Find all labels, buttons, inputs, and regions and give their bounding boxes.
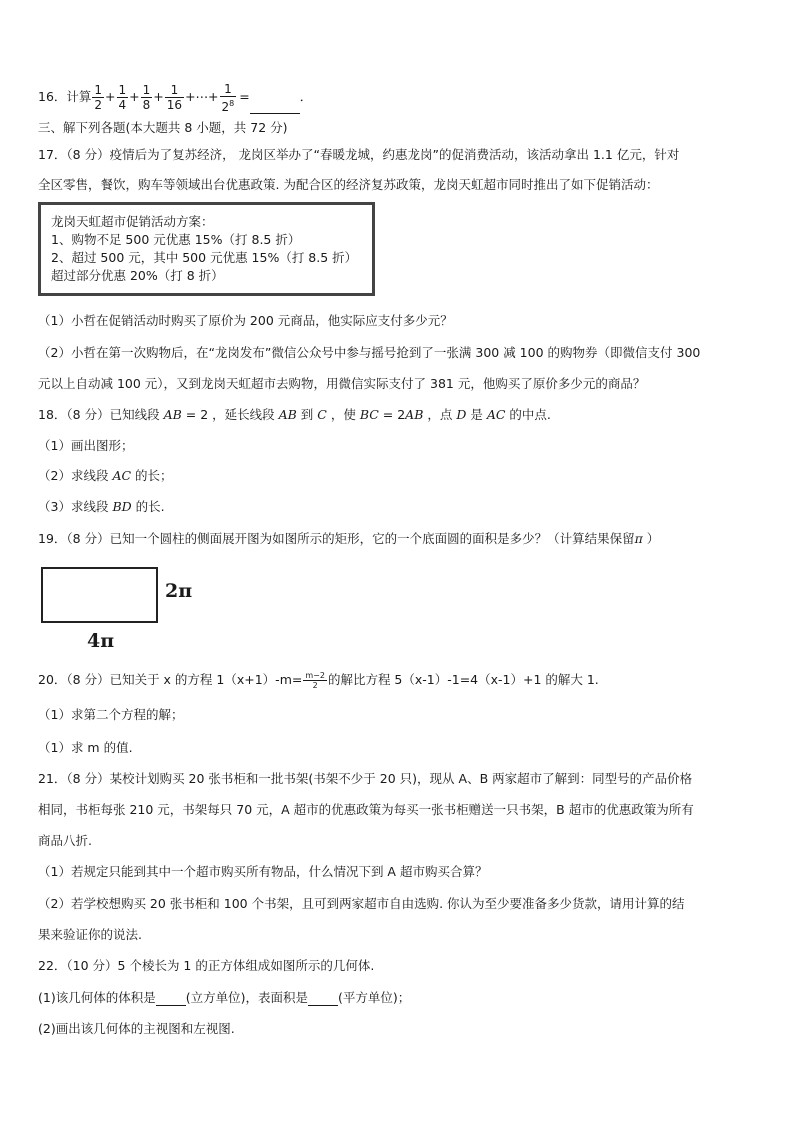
q16-ellipsis: +⋯+ <box>185 89 219 104</box>
promotion-rule-1: 1、购物不足 500 元优惠 15%（打 8.5 折） <box>51 232 301 247</box>
q16-fraction-3: $\frac{1}{8}$ <box>142 83 151 112</box>
q17-sub-2-line-2: 元以上自动减 100 元），又到龙岗天虹超市去购物，用微信实际支付了 381 元，他购买了原价多少元的商品？ <box>38 376 646 391</box>
q21-line-1: 21．（8 分）某校计划购买 20 张书柜和一批书架(书架不少于 20 只)，现从 A、B 两家超市了解到：同型号的产品价格 <box>38 771 693 786</box>
q16-fraction-4: $\frac{1}{16}$ <box>166 83 183 112</box>
q20-sub-2: （1）求 m 的值. <box>38 740 133 755</box>
q17-line-1: 17．（8 分）疫情后为了复苏经济， 龙岗区举办了“春暖龙城，约惠龙岗”的促消费活动，该活动拿出 1.1 亿元，针对 <box>38 147 680 162</box>
section-3-heading: 三、解下列各题(本大题共 8 小题，共 72 分) <box>38 120 288 135</box>
promotion-rule-2-cont: 超过部分优惠 20%（打 8 折） <box>51 268 224 283</box>
q22-line-1: 22．（10 分）5 个棱长为 1 的正方体组成如图所示的几何体. <box>38 958 375 973</box>
surface-area-answer-blank[interactable] <box>308 1005 338 1006</box>
q16-fraction-1: $\frac{1}{2}$ <box>94 83 103 112</box>
q16-fraction-2: $\frac{1}{4}$ <box>118 83 127 112</box>
promotion-box <box>38 202 375 296</box>
rectangle-height-label: 2π <box>165 580 193 602</box>
q21-line-3: 商品八折. <box>38 833 92 848</box>
q20-fraction: $\frac{m-2}{2}$ <box>305 671 325 690</box>
unfolded-rectangle-figure <box>41 567 158 623</box>
volume-answer-blank[interactable] <box>156 1005 186 1006</box>
q16-line: 16．计算 $\frac{1}{2}$ + $\frac{1}{4}$ + $\frac{1}{8}$ + $\frac{1}{16}$ +⋯+ $\frac{1}{2^8}$ = ． <box>38 81 313 114</box>
q18-line: 18．（8 分）已知线段 AB = 2 ，延长线段 AB 到 C ，使 BC = 2AB ，点 D 是 AC 的中点. <box>38 407 551 422</box>
q16-prefix: 16．计算 <box>38 89 92 104</box>
q17-sub-2-line-1: （2）小哲在第一次购物后，在“龙岗发布”微信公众号中参与摇号抢到了一张满 300 减 100 的购物券（即微信支付 300 <box>38 345 701 360</box>
rectangle-width-label: 4π <box>87 630 115 652</box>
q21-sub-2-line-2: 果来验证你的说法. <box>38 927 142 942</box>
promotion-rule-2: 2、超过 500 元，其中 500 元优惠 15%（打 8.5 折） <box>51 250 358 265</box>
q17-line-2: 全区零售，餐饮，购车等领域出台优惠政策. 为配合区的经济复苏政策，龙岗天虹超市同时推出了如下促销活动： <box>38 177 659 192</box>
q22-sub-1: (1)该几何体的体积是 (立方单位)，表面积是 (平方单位)； <box>38 990 411 1005</box>
q18-sub-1: （1）画出图形； <box>38 438 134 453</box>
q16-fraction-5: $\frac{1}{2^8}$ <box>221 81 235 114</box>
q17-sub-1: （1）小哲在促销活动时购买了原价为 200 元商品，他实际应支付多少元？ <box>38 313 453 328</box>
q18-sub-2: （2）求线段 AC 的长； <box>38 468 173 483</box>
q18-sub-3: （3）求线段 BD 的长. <box>38 499 165 514</box>
q21-sub-2-line-1: （2）若学校想购买 20 张书柜和 100 个书架，且可到两家超市自由选购. 你认为至少要准备多少货款，请用计算的结 <box>38 896 685 911</box>
promotion-title: 龙岗天虹超市促销活动方案： <box>51 214 214 229</box>
q20-sub-1: （1）求第二个方程的解； <box>38 707 184 722</box>
q16-answer-blank[interactable] <box>250 113 300 114</box>
q19-line: 19．（8 分）已知一个圆柱的侧面展开图为如图所示的矩形，它的一个底面圆的面积是多少？（计算结果保留π ） <box>38 531 660 546</box>
q22-sub-2: (2)画出该几何体的主视图和左视图. <box>38 1021 235 1036</box>
q21-sub-1: （1）若规定只能到其中一个超市购买所有物品，什么情况下到 A 超市购买合算？ <box>38 864 488 879</box>
q16-equals: = <box>239 89 250 104</box>
q21-line-2: 相同，书柜每张 210 元，书架每只 70 元，A 超市的优惠政策为每买一张书柜赠送一只书架，B 超市的优惠政策为所有 <box>38 802 694 817</box>
q20-line: 20．（8 分）已知关于 x 的方程 1（x+1）-m= $\frac{m-2}{2}$ 的解比方程 5（x-1）-1=4（x-1）+1 的解大 1. <box>38 671 599 690</box>
